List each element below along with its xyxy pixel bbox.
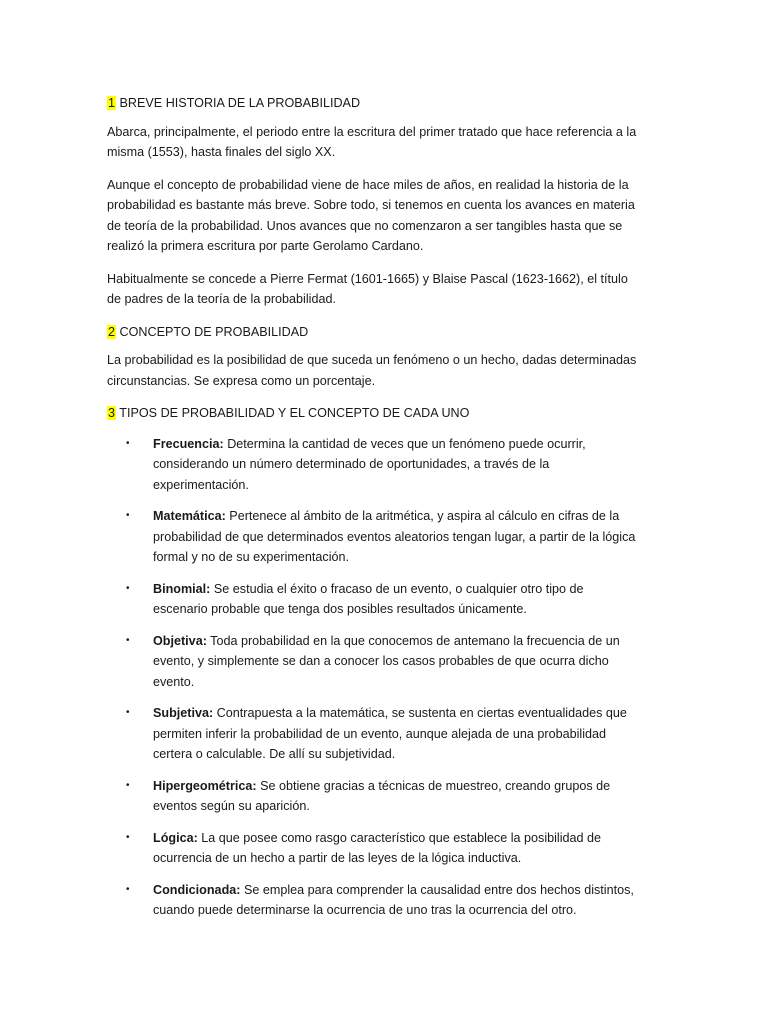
section-title-2: CONCEPTO DE PROBABILIDAD [119, 324, 309, 339]
type-term: Matemática: [153, 509, 226, 523]
section-heading-1 [107, 93, 637, 114]
type-description: Se emplea para comprender la causalidad entre dos hechos distintos, cuando puede determinarse la ocurrencia de uno tras la ocurrencia del otro. [153, 882, 634, 917]
list-item [107, 579, 637, 620]
bullet-icon: • [126, 582, 130, 594]
type-description: Se obtiene gracias a técnicas de muestreo, creando grupos de eventos según su aparición. [153, 778, 611, 813]
list-item [107, 631, 637, 693]
section-number-3: 3 [108, 406, 116, 420]
type-term: Binomial: [153, 581, 211, 596]
list-item [107, 434, 637, 496]
list-item [107, 880, 637, 921]
bullet-icon: • [126, 883, 130, 895]
probability-types-list [107, 434, 637, 921]
type-description: Se estudia el éxito o fracaso de un evento, o cualquier otro tipo de escenario probable que tenga dos posibles resultados únicamente. [153, 581, 584, 616]
history-paragraph-1: Abarca, principalmente, el periodo entre la escritura del primer tratado que hace referencia a la misma (1553), hasta finales del siglo XX. [107, 124, 637, 159]
bullet-icon: • [126, 831, 130, 843]
type-description: Pertenece al ámbito de la aritmética, y aspira al cálculo en cifras de la probabilidad de que determinados eventos aleatorios tengan lugar, a partir de la lógica formal y no de su experimentación. [153, 509, 636, 564]
list-item [107, 506, 637, 568]
section-title-1: BREVE HISTORIA DE LA PROBABILIDAD [119, 96, 361, 110]
section-number-2: 2 [108, 324, 116, 339]
type-term: Hipergeométrica: [153, 778, 257, 793]
document-page [107, 93, 637, 932]
section-heading-3 [107, 403, 637, 424]
list-item [107, 828, 637, 869]
history-paragraph-2: Aunque el concepto de probabilidad viene de hace miles de años, en realidad la historia de la probabilidad es bastante más breve. Sobre todo, si tenemos en cuenta los avances en materia de teoría de la probabilidad. Unos avances que no comenzaron a ser tangibles hasta que se realizó la primera escritura por parte Gerolamo Cardano. [107, 177, 635, 253]
type-description: Contrapuesta a la matemática, se sustenta en ciertas eventualidades que permiten inferir la probabilidad de un evento, aunque alejada de una probabilidad certera o calculable. De allí su subjetividad. [153, 706, 627, 761]
section-heading-2 [107, 322, 637, 343]
bullet-icon: • [126, 634, 130, 646]
type-term: Frecuencia: [153, 436, 224, 451]
bullet-icon: • [126, 779, 130, 791]
type-description: Toda probabilidad en la que conocemos de antemano la frecuencia de un evento, y simplemente se dan a conocer los casos probables de que ocurra dicho evento. [153, 633, 620, 689]
type-term: Lógica: [153, 830, 198, 845]
type-description: La que posee como rasgo característico que establece la posibilidad de ocurrencia de un hecho a partir de las leyes de la lógica inductiva. [153, 830, 602, 865]
type-term: Subjetiva: [153, 706, 214, 720]
list-item [107, 703, 637, 765]
bullet-icon: • [126, 707, 130, 718]
bullet-icon: • [126, 437, 130, 449]
history-paragraph-3: Habitualmente se concede a Pierre Fermat (1601-1665) y Blaise Pascal (1623-1662), el título de padres de la teoría de la probabilidad. [107, 271, 628, 306]
section-title-3: TIPOS DE PROBABILIDAD Y EL CONCEPTO DE CADA UNO [119, 406, 470, 420]
concept-paragraph: La probabilidad es la posibilidad de que suceda un fenómeno o un hecho, dadas determinadas circunstancias. Se expresa como un porcentaje. [107, 353, 637, 388]
bullet-icon: • [126, 510, 130, 521]
type-term: Condicionada: [153, 882, 241, 897]
section-number-1: 1 [108, 96, 116, 110]
list-item [107, 776, 637, 817]
type-term: Objetiva: [153, 633, 207, 648]
type-description: Determina la cantidad de veces que un fenómeno puede ocurrir, considerando un número determinado de oportunidades, a través de la experimentación. [153, 436, 586, 492]
